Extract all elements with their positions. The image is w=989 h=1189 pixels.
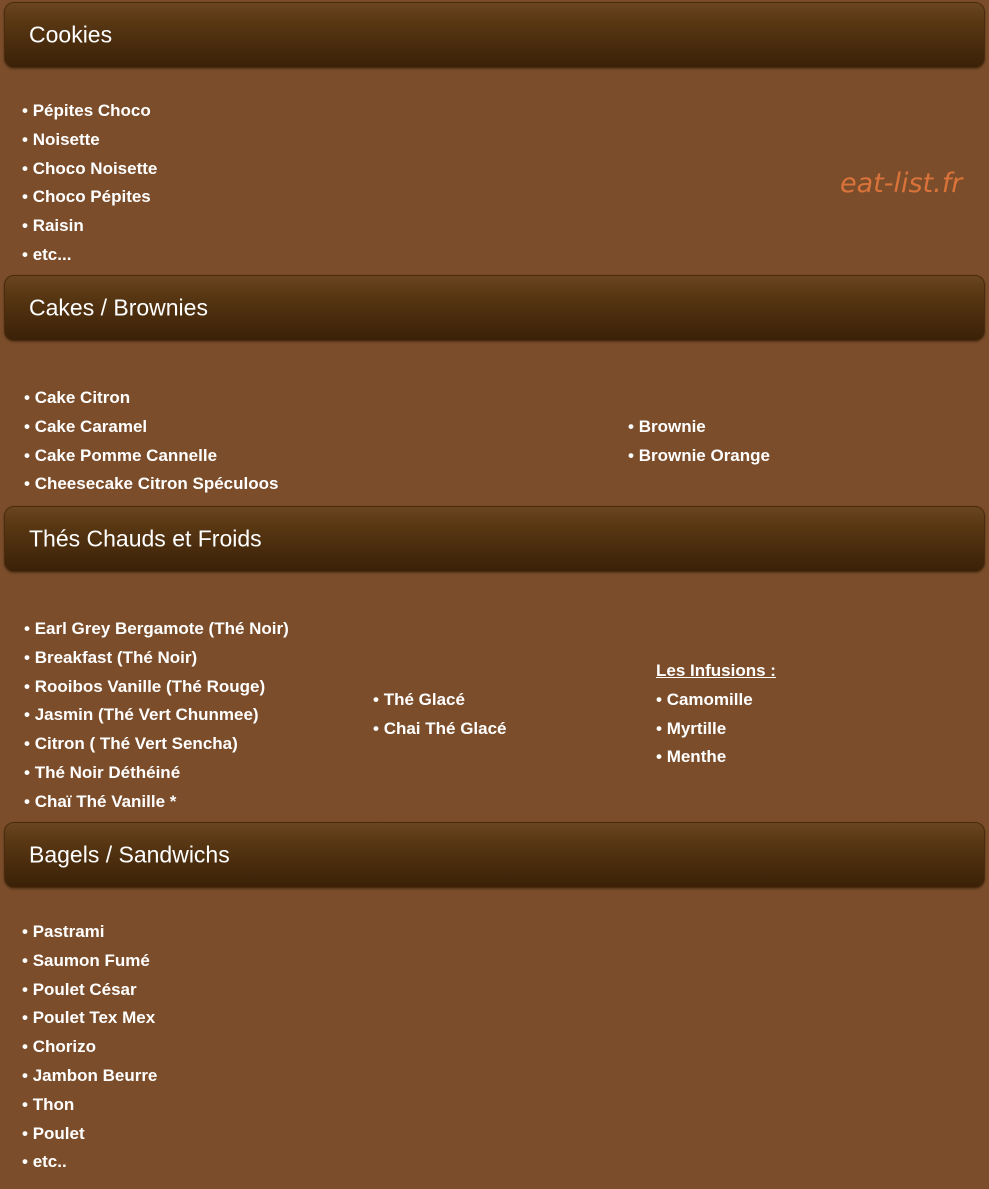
list-item: • Choco Pépites <box>22 183 157 212</box>
list-item: • Camomille <box>656 686 776 715</box>
list-item: • Cake Caramel <box>24 413 278 442</box>
list-item: • Thon <box>22 1091 157 1120</box>
list-item: • Cheesecake Citron Spéculoos <box>24 470 278 499</box>
list-item: • Poulet <box>22 1120 157 1149</box>
section-header-cakes <box>4 275 985 341</box>
list-item: • Citron ( Thé Vert Sencha) <box>24 730 289 759</box>
cookies-list <box>22 97 157 270</box>
list-item: • Chorizo <box>22 1033 157 1062</box>
list-item: • Poulet Tex Mex <box>22 1004 157 1033</box>
section-title: Cakes / Brownies <box>29 294 208 321</box>
list-item: • Rooibos Vanille (Thé Rouge) <box>24 673 289 702</box>
list-item: • Choco Noisette <box>22 155 157 184</box>
infusions-heading: Les Infusions : <box>656 661 776 680</box>
list-item: • Raisin <box>22 212 157 241</box>
list-item: • Chai Thé Glacé <box>373 715 507 744</box>
thes-glaces-list <box>373 686 507 744</box>
list-item: • Jasmin (Thé Vert Chunmee) <box>24 701 289 730</box>
list-item: • Myrtille <box>656 715 776 744</box>
list-item: • Saumon Fumé <box>22 947 157 976</box>
list-item: • Cake Pomme Cannelle <box>24 442 278 471</box>
list-item: • etc.. <box>22 1148 157 1177</box>
section-title: Bagels / Sandwichs <box>29 841 230 868</box>
list-item: • Jambon Beurre <box>22 1062 157 1091</box>
list-item: • Brownie <box>628 413 770 442</box>
list-item: • Pastrami <box>22 918 157 947</box>
section-title: Thés Chauds et Froids <box>29 525 262 552</box>
list-item: • Menthe <box>656 743 776 772</box>
list-item: • Cake Citron <box>24 384 278 413</box>
section-header-thes <box>4 506 985 572</box>
section-header-bagels <box>4 822 985 888</box>
list-item: • etc... <box>22 241 157 270</box>
list-item: • Thé Noir Déthéiné <box>24 759 289 788</box>
list-item: • Thé Glacé <box>373 686 507 715</box>
list-item: • Pépites Choco <box>22 97 157 126</box>
list-item: • Chaï Thé Vanille * <box>24 788 289 817</box>
thes-chauds-list <box>24 615 289 817</box>
list-item: • Earl Grey Bergamote (Thé Noir) <box>24 615 289 644</box>
list-item: • Brownie Orange <box>628 442 770 471</box>
cakes-list <box>24 384 278 499</box>
brownies-list <box>628 413 770 471</box>
section-header-cookies <box>4 2 985 68</box>
list-item: • Noisette <box>22 126 157 155</box>
infusions-list <box>656 657 776 772</box>
bagels-list <box>22 918 157 1177</box>
list-item: • Breakfast (Thé Noir) <box>24 644 289 673</box>
watermark: eat-list.fr <box>840 168 963 199</box>
list-item: • Poulet César <box>22 976 157 1005</box>
section-title: Cookies <box>29 21 113 48</box>
